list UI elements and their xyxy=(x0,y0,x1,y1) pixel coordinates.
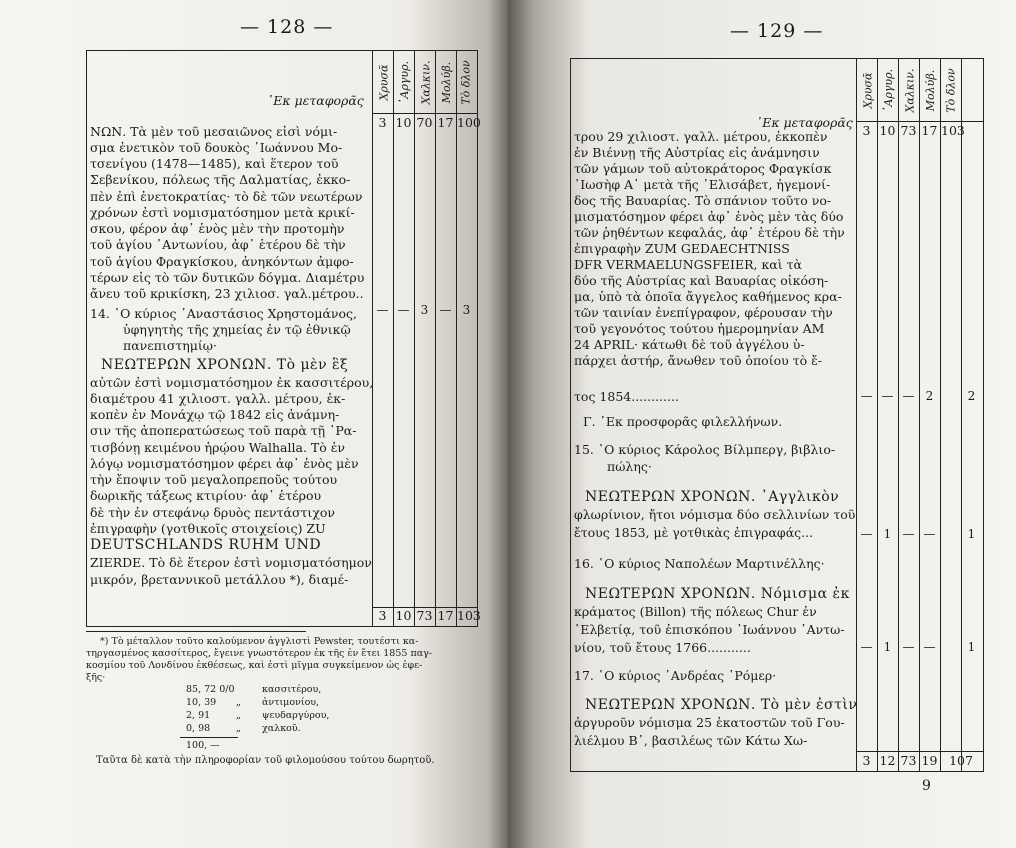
text-line: ἔτους 1853, μὲ γοτθικὰς ἐπιγραφάς... xyxy=(574,525,814,540)
row15-value: — xyxy=(923,527,936,541)
section-heading: ΝΕΩΤΕΡΩΝ ΧΡΟΝΩΝ. Νόμισμα ἐκ xyxy=(585,586,850,602)
alloy-metal: κασσιτέρου, xyxy=(262,684,322,695)
text-line: δύο τῆς Αὐστρίας καὶ Βαυαρίας οἰκόση- xyxy=(574,273,829,288)
text-line: κράματος (Billon) τῆς πόλεως Chur ἐν xyxy=(574,604,817,619)
text-line: δος τῆς Βαυαρίας. Τὸ σπάνιον τοῦτο νο- xyxy=(574,193,832,208)
text-line: ᾽Ιωσὴφ Α᾽ μετὰ τῆς ᾽Ελισάβετ, ἡγεμονί- xyxy=(574,177,831,192)
col-header-silver: ᾽Αργυρ. xyxy=(398,60,412,104)
row16-value: 1 xyxy=(883,640,892,654)
col-header-copper: Χαλκιν. xyxy=(903,68,917,112)
text-line: τέρων εἰς τὸ τῶν δυτικῶν δόγμα. Διαμέτρυ xyxy=(90,270,365,285)
col-header-lead: Μολύβ. xyxy=(924,69,937,111)
footnote-line: τηργασμένος κασσίτερος, ἔγεινε γνωστότερον ἐκ τῆς ἐν ἔτει 1855 παγ- xyxy=(86,648,433,659)
text-line: νίου, τοῦ ἔτους 1766........... xyxy=(574,640,751,655)
text-line: ᾽Ελβετίᾳ, τοῦ ἐπισκόπου ᾽Ιωάννου ᾽Αντω- xyxy=(574,622,845,637)
total-value: 12 xyxy=(879,753,896,768)
carry-value: 73 xyxy=(900,123,917,138)
text-line: Σεβενίκου, πόλεως τῆς Δαλματίας, ἐκκο- xyxy=(90,172,351,187)
carry-value: 70 xyxy=(416,115,433,130)
text-line: σιν τῆς ἀποπερατώσεως τοῦ παρὰ τῇ ῾Ρα- xyxy=(90,423,357,438)
text-line: λόγῳ νομισματόσημον φέρει ἀφ᾽ ἑνὸς μὲν xyxy=(90,456,359,471)
text-line: τισβόνῃ κειμένου ἡρῴου Walhalla. Τὸ ἐν xyxy=(90,440,346,455)
total-value: 10 xyxy=(395,608,412,623)
carry-label: ᾽Εκ μεταφορᾶς xyxy=(267,93,364,108)
text-line: 24 APRIL· κάτωθι δὲ τοῦ ἀγγέλου ὑ- xyxy=(574,337,805,352)
item-16-heading: 16. ῾Ο κύριος Ναπολέων Μαρτινέλλης· xyxy=(574,556,825,571)
row16-value: — xyxy=(923,640,936,654)
page-number-right: — 129 — xyxy=(730,20,824,42)
section-heading: ΝΕΩΤΕΡΩΝ ΧΡΟΝΩΝ. Τὸ μὲν ἓξ xyxy=(101,357,349,373)
item-15-heading: 15. ῾Ο κύριος Κάρολος Βίλμπεργ, βιβλιο- xyxy=(574,442,836,457)
row14-value: — xyxy=(397,303,410,317)
text-line: αὐτῶν ἐστὶ νομισματόσημον ἐκ κασσιτέρου, xyxy=(90,375,374,390)
col-header-copper: Χαλκιν. xyxy=(419,60,433,104)
text-line: τοῦ ἁγίου ᾽Αντωνίου, ἀφ᾽ ἑτέρου δὲ τὴν xyxy=(90,237,346,252)
col-header-total: Τὸ δλον xyxy=(945,67,958,113)
text-line: δωρικῆς τάξεως κτιρίου· ἀφ᾽ ἑτέρου xyxy=(90,488,322,503)
footnote-line: ξῆς· xyxy=(86,672,106,683)
text-line: DFR VERMAELUNGSFEIER, καὶ τὰ xyxy=(574,257,802,272)
row14-value: — xyxy=(439,303,452,317)
row16-value: 1 xyxy=(967,640,976,654)
alloy-metal: χαλκοῦ. xyxy=(262,723,301,734)
text-line: τὴν ἔποψιν τοῦ μεγαλοπρεποῦς τούτου xyxy=(90,472,338,487)
text-line: τοῦ γεγονότος τούτου ἡμερομηνίαν AM xyxy=(574,321,825,336)
row15-value: — xyxy=(902,527,915,541)
right-table xyxy=(570,58,984,772)
total-value: 73 xyxy=(900,753,917,768)
text-line: φλωρίνιον, ἤτοι νόμισμα δύο σελλινίων τοῦ xyxy=(574,507,856,522)
text-line: μισματόσημον φέρει ἀφ᾽ ἑνὸς μὲν τὰς δύο xyxy=(574,209,844,224)
text-line: ὑφηγητὴς τῆς χημείας ἐν τῷ ἐθνικῷ xyxy=(123,322,351,337)
row14-value: 3 xyxy=(420,303,429,317)
left-page: — 128 — Χρυσᾶ ᾽Αργυρ. Χαλκιν. Μολύβ. Τὸ δλον ᾽Εκ μεταφορᾶς 3 10 70 17 100 ΝΩΝ. Τὰ μὲν τοῦ μεσαιῶνος εἰσὶ νόμι- σμα ἐνετικὸν τοῦ δουκὸς ᾽Ιωάννου Μο- τσενίγου (1478—1485), καὶ ἕτερον τοῦ Σεβενίκου, πόλεως τῆς Δαλματίας, ἐκκο- πὲν ἐπὶ ἐνετοκρατίας· τὸ δὲ τῶν νεωτέρων χρόνων ἐστὶ νομισματόσημον μετὰ κρικί- σκου, φέρον ἀφ᾽ ἑνὸς μὲν τὴν προτομὴν τοῦ ἁγίου ᾽Αντωνίου, ἀφ᾽ ἑτέρου δὲ τὴν τοῦ ἁγίου Φραγκίσκου, ἀνηκόντων ἀμφο- τέρων εἰς τὸ τῶν δυτικῶν δόγμα. Διαμέτρυ ἄνευ τοῦ κρικίσκη, 23 χιλιοσ. γαλ.μέτρου.. 14. ῾Ο κύριος ᾽Αναστάσιος Χρηστομάνος, ὑφηγητὴς τῆς χημείας ἐν τῷ ἐθνικῷ πανεπιστημίῳ· — — 3 — 3 ΝΕΩΤΕΡΩΝ ΧΡΟΝΩΝ. Τὸ μὲν ἓξ αὐτῶν ἐστὶ νομισματόσημον ἐκ κασσιτέρου, διαμέτρου 41 χιλιοστ. γαλλ. μέτρου, ἐκ- κοπὲν ἐν Μονάχῳ τῷ 1842 εἰς ἀνάμνη- σιν τῆς ἀποπερατώσεως τοῦ παρὰ τῇ ῾Ρα- τισβόνῃ κειμένου ἡρῴου Walhalla. Τὸ ἐν λόγῳ νομισματόσημον φέρει ἀφ᾽ ἑνὸς μὲν τὴν ἔποψιν τοῦ μεγαλοπρεποῦς τούτου δωρικῆς τάξεως κτιρίου· ἀφ᾽ ἑτέρου δὲ τὴν ἐν στεφάνῳ δρυὸς πεντάστιχον ἐπιγραφὴν (γοτθικοῖς στοιχείοις) ZU DEUTSCHLANDS RUHM UND ZIERDE. Τὸ δὲ ἕτερον ἐστὶ νομισματόσημον μικρόν, βρεταννικοῦ μετάλλου *), διαμέ- 3 10 73 17 103 *) Τὸ μέταλλον τοῦτο καλούμενον ἀγγλιστὶ Pewster, τουτέστι κα- τηργασμένος κασσίτερος, ἔγεινε γνωστότερον ἐκ τῆς ἐν ἔτει 1855 παγ- κοσμίου τοῦ Λονδίνου ἐκθέσεως, καὶ ἐστὶ μῖγμα συγκείμενον ὡς ἑφε- ξῆς· 85, 72 0/0 κασσιτέρου, 10, 39 „ ἀντιμονίου, 2, 91 „ ψευδαργύρου, 0, 98 „ χαλκοῦ. 100, — Ταῦτα δὲ κατὰ τὴν πληροφορίαν τοῦ φιλομούσου τούτου δωρητοῦ. xyxy=(0,0,508,848)
right-page xyxy=(508,0,1016,848)
text-line: ἐπιγραφὴν ZUM GEDAECHTNISS xyxy=(574,241,790,256)
col-header-lead: Μολύβ. xyxy=(440,61,453,103)
text-line: πώλης· xyxy=(607,459,652,474)
row1854-value: — xyxy=(902,389,915,403)
alloy-metal: ψευδαργύρου, xyxy=(262,710,330,721)
footnote-line: *) Τὸ μέταλλον τοῦτο καλούμενον ἀγγλιστὶ Pewster, τουτέστι κα- xyxy=(100,636,419,647)
text-line: τῶν ῥηθέντων κεφαλάς, ἀφ᾽ ἑτέρου δὲ τὴν xyxy=(574,225,845,240)
text-line: ἐπιγραφὴν (γοτθικοῖς στοιχείοις) ZU xyxy=(90,521,326,536)
text-line: ZIERDE. Τὸ δὲ ἕτερον ἐστὶ νομισματόσημον xyxy=(90,555,372,570)
carry-value: 3 xyxy=(862,123,871,138)
row1854-value: 2 xyxy=(925,389,934,403)
text-line: τος 1854............ xyxy=(574,389,679,404)
text-line: τρου 29 χιλιοστ. γαλλ. μέτρου, ἐκκοπὲν xyxy=(574,129,828,144)
total-value: 17 xyxy=(437,608,454,623)
text-line: δὲ τὴν ἐν στεφάνῳ δρυὸς πεντάστιχον xyxy=(90,505,336,520)
item-17-heading: 17. ῾Ο κύριος ᾽Ανδρέας ῾Ρόμερ· xyxy=(574,668,777,683)
carry-value: 3 xyxy=(378,115,387,130)
text-line: ἀργυροῦν νόμισμα 25 ἑκατοστῶν τοῦ Γου- xyxy=(574,715,845,730)
col-header-silver: ᾽Αργυρ. xyxy=(882,68,896,112)
total-value: 19 xyxy=(921,753,938,768)
text-line: τῶν γάμων τοῦ αὐτοκράτορος Φραγκίσκ xyxy=(574,161,832,176)
text-line: πὲν ἐπὶ ἐνετοκρατίας· τὸ δὲ τῶν νεωτέρων xyxy=(90,189,363,204)
alloy-total: 100, — xyxy=(186,740,220,751)
text-line: κοπὲν ἐν Μονάχῳ τῷ 1842 εἰς ἀνάμνη- xyxy=(90,407,340,422)
text-line: πάρχει ἀστήρ, ἄνωθεν τοῦ ὁποίου τὸ ἔ- xyxy=(574,353,823,368)
alloy-amount: 85, 72 0/0 xyxy=(186,684,235,695)
row16-value: — xyxy=(860,640,873,654)
text-line: μα, ὑπὸ τὰ ὁποῖα ἄγγελος καθήμενος κρα- xyxy=(574,289,842,304)
carry-value: 10 xyxy=(879,123,896,138)
row16-value: — xyxy=(902,640,915,654)
page-number-left: — 128 — xyxy=(240,16,334,38)
total-value: 103 xyxy=(457,608,481,623)
col-header-gold: Χρυσᾶ xyxy=(861,72,875,108)
row14-value: 3 xyxy=(462,303,471,317)
alloy-amount: 2, 91 xyxy=(186,710,211,721)
text-line: τοῦ ἁγίου Φραγκίσκου, ἀνηκόντων ἀμφο- xyxy=(90,254,354,269)
row1854-value: 2 xyxy=(967,389,976,403)
row15-value: — xyxy=(860,527,873,541)
row1854-value: — xyxy=(881,389,894,403)
total-value: 107 xyxy=(949,753,973,768)
alloy-amount: 10, 39 xyxy=(186,697,217,708)
alloy-amount: 0, 98 xyxy=(186,723,211,734)
row15-value: 1 xyxy=(967,527,976,541)
carry-value: 100 xyxy=(457,115,481,130)
text-line: ἐν Βιέννῃ τῆς Αὐστρίας εἰς ἀνάμνησιν xyxy=(574,145,820,160)
section-heading: ΝΕΩΤΕΡΩΝ ΧΡΟΝΩΝ. ᾽Αγγλικὸν xyxy=(585,489,840,505)
text-line: μικρόν, βρεταννικοῦ μετάλλου *), διαμέ- xyxy=(90,572,349,587)
carry-value: 103 xyxy=(941,123,965,138)
text-line: χρόνων ἐστὶ νομισματόσημον μετὰ κρικί- xyxy=(90,205,355,220)
alloy-metal: ἀντιμονίου, xyxy=(262,697,320,708)
carry-value: 10 xyxy=(395,115,412,130)
item-14-heading: 14. ῾Ο κύριος ᾽Αναστάσιος Χρηστομάνος, xyxy=(90,306,357,321)
signature-mark: 9 xyxy=(922,778,931,794)
carry-value: 17 xyxy=(437,115,454,130)
left-table xyxy=(86,50,481,627)
col-header-gold: Χρυσᾶ xyxy=(377,64,391,100)
closing-line: Ταῦτα δὲ κατὰ τὴν πληροφορίαν τοῦ φιλομούσου τούτου δωρητοῦ. xyxy=(96,755,435,766)
text-line: τῶν ταινίαν ἐνεπίγραφον, φέρουσαν τὴν xyxy=(574,305,833,320)
total-value: 3 xyxy=(378,608,387,623)
footnote-line: κοσμίου τοῦ Λονδίνου ἐκθέσεως, καὶ ἐστὶ μῖγμα συγκείμενον ὡς ἑφε- xyxy=(86,660,423,671)
text-line: σκου, φέρον ἀφ᾽ ἑνὸς μὲν τὴν προτομὴν xyxy=(90,221,345,236)
text-line: πανεπιστημίῳ· xyxy=(123,338,217,353)
text-line: λιέλμου Β᾽, βασιλέως τῶν Κάτω Χω- xyxy=(574,733,808,748)
footnote-rule xyxy=(86,631,306,632)
section-heading: ΝΕΩΤΕΡΩΝ ΧΡΟΝΩΝ. Τὸ μὲν ἐστὶν xyxy=(585,697,858,713)
carry-value: 17 xyxy=(921,123,938,138)
row1854-value: — xyxy=(860,389,873,403)
carry-label: ᾽Εκ μεταφορᾶς xyxy=(756,115,853,130)
total-value: 3 xyxy=(862,753,871,768)
total-value: 73 xyxy=(416,608,433,623)
section-g-heading: Γ. ᾽Εκ προσφορᾶς φιλελλήνων. xyxy=(583,414,783,429)
text-line: διαμέτρου 41 χιλιοστ. γαλλ. μέτρου, ἐκ- xyxy=(90,391,346,406)
text-line: σμα ἐνετικὸν τοῦ δουκὸς ᾽Ιωάννου Μο- xyxy=(90,140,343,155)
row14-value: — xyxy=(376,303,389,317)
text-line: ΝΩΝ. Τὰ μὲν τοῦ μεσαιῶνος εἰσὶ νόμι- xyxy=(90,124,338,139)
col-header-total: Τὸ δλον xyxy=(460,59,473,105)
row15-value: 1 xyxy=(883,527,892,541)
text-line: ἄνευ τοῦ κρικίσκη, 23 χιλιοσ. γαλ.μέτρου.. xyxy=(90,286,364,301)
text-line: DEUTSCHLANDS RUHM UND xyxy=(90,537,322,553)
text-line: τσενίγου (1478—1485), καὶ ἕτερον τοῦ xyxy=(90,156,339,171)
